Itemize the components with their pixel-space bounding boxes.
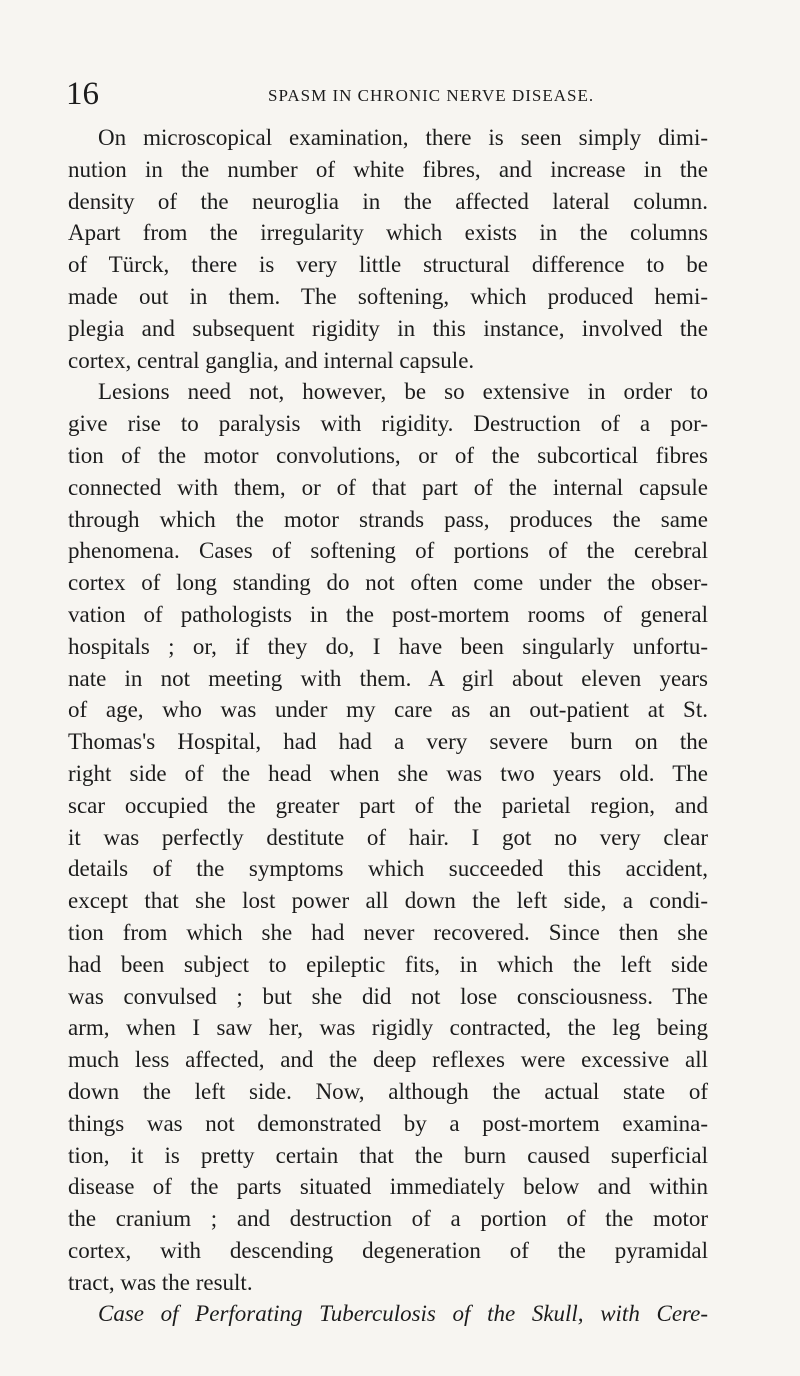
text-line: made out in them. The softening, which produced hemi- (68, 283, 708, 309)
text-line: disease of the parts situated immediately below and within (68, 1174, 708, 1200)
case-heading-line: Case of Perforating Tuberculosis of the Skull, with Cere- (98, 1301, 708, 1327)
text-line: nate in not meeting with them. A girl about eleven years (68, 665, 708, 691)
text-line: right side of the head when she was two years old. The (68, 760, 708, 786)
text-line: Thomas's Hospital, had had a very severe burn on the (68, 729, 708, 755)
text-line: scar occupied the greater part of the parietal region, and (68, 792, 708, 818)
text-line: Apart from the irregularity which exists in the columns (68, 220, 708, 246)
text-line: much less affected, and the deep reflexes were excessive all (68, 1047, 708, 1073)
text-line: details of the symptoms which succeeded this accident, (68, 856, 708, 882)
text-line: arm, when I saw her, was rigidly contracted, the leg being (68, 1015, 708, 1041)
text-line: cortex of long standing do not often come under the obser- (68, 570, 708, 596)
text-line: phenomena. Cases of softening of portions of the cerebral (68, 538, 708, 564)
text-line: tion from which she had never recovered. Since then she (68, 919, 708, 945)
text-line: had been subject to epileptic fits, in which the left side (68, 951, 708, 977)
text-line: cortex, central ganglia, and internal capsule. (68, 347, 475, 373)
text-line: Lesions need not, however, be so extensive in order to (98, 379, 708, 405)
text-line: except that she lost power all down the left side, a condi- (68, 888, 708, 914)
text-line: was convulsed ; but she did not lose consciousness. The (68, 983, 708, 1009)
page-header (0, 74, 800, 114)
text-line: tract, was the result. (68, 1269, 253, 1295)
text-line: things was not demonstrated by a post-mortem examina- (68, 1110, 708, 1136)
text-line: it was perfectly destitute of hair. I got no very clear (68, 824, 708, 850)
text-line: tion of the motor convolutions, or of the subcortical fibres (68, 442, 708, 468)
text-line: of age, who was under my care as an out-patient at St. (68, 697, 708, 723)
text-line: nution in the number of white fibres, and increase in the (68, 156, 708, 182)
text-line: give rise to paralysis with rigidity. Destruction of a por- (68, 411, 708, 437)
text-line: On microscopical examination, there is seen simply dimi- (98, 125, 708, 150)
text-line: connected with them, or of that part of the internal capsule (68, 474, 708, 500)
text-line: hospitals ; or, if they do, I have been singularly unfortu- (68, 633, 708, 659)
page-number: 16 (66, 76, 99, 112)
text-line: down the left side. Now, although the actual state of (68, 1078, 708, 1104)
running-head: SPASM IN CHRONIC NERVE DISEASE. (268, 86, 595, 105)
text-line: of Türck, there is very little structural difference to be (68, 252, 708, 278)
text-line: plegia and subsequent rigidity in this instance, involved the (68, 315, 708, 341)
text-line: the cranium ; and destruction of a portion of the motor (68, 1206, 708, 1232)
body-text (68, 122, 708, 1330)
text-line: vation of pathologists in the post-mortem rooms of general (68, 601, 708, 627)
text-line: through which the motor strands pass, produces the same (68, 506, 708, 532)
text-line: density of the neuroglia in the affected lateral column. (68, 188, 708, 214)
text-line: tion, it is pretty certain that the burn caused superficial (68, 1142, 708, 1168)
text-line: cortex, with descending degeneration of the pyramidal (68, 1237, 708, 1263)
